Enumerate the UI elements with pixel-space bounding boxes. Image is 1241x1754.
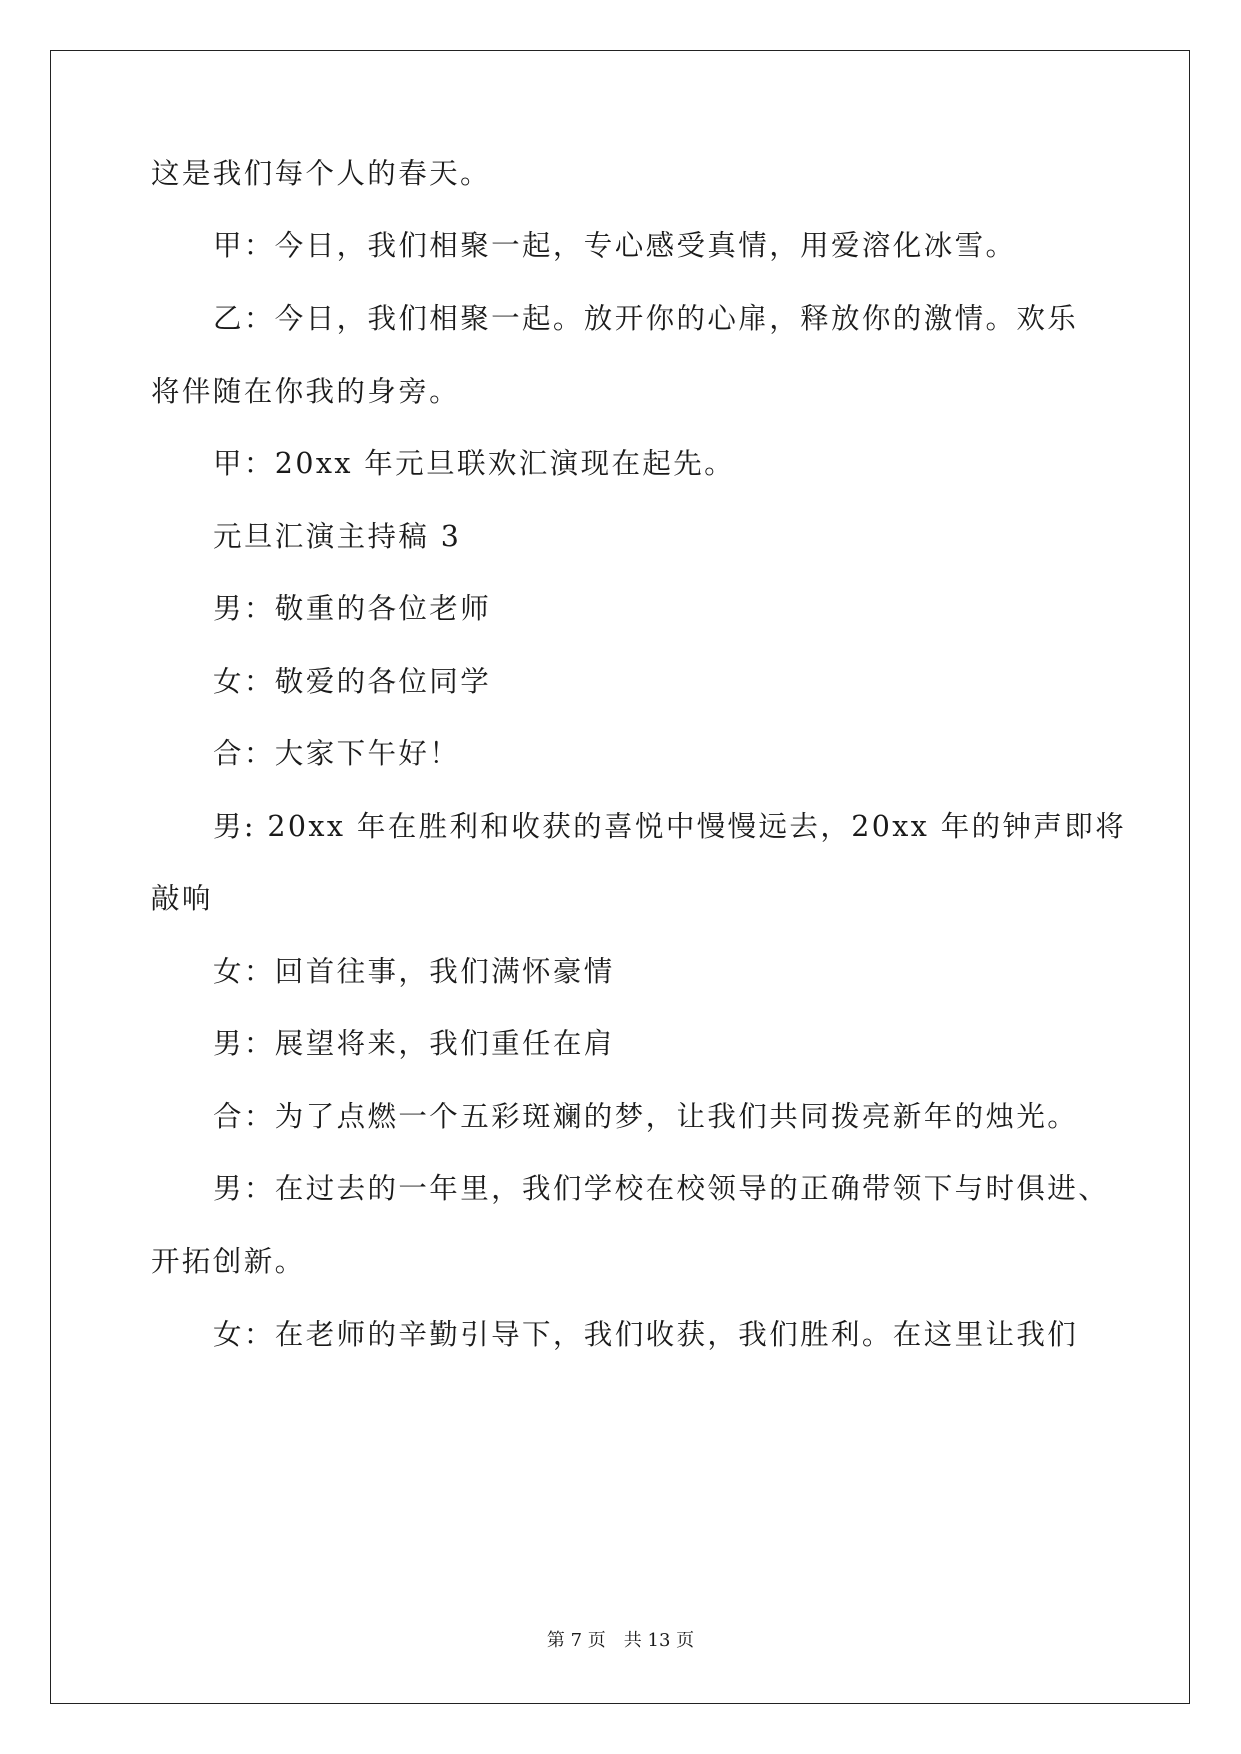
page-border xyxy=(50,50,1190,1704)
paragraph-line: 合：为了点燃一个五彩斑斓的梦，让我们共同拨亮新年的烛光。 xyxy=(213,1100,1079,1133)
paragraph-line: 甲：今日，我们相聚一起，专心感受真情，用爱溶化冰雪。 xyxy=(213,229,1017,262)
paragraph-line: 男：在过去的一年里，我们学校在校领导的正确带领下与时俱进、 xyxy=(213,1172,1110,1205)
paragraph-line: 女：敬爱的各位同学 xyxy=(213,665,492,698)
page-number: 第 7 页 共 13 页 xyxy=(546,1630,695,1651)
paragraph-line: 这是我们每个人的春天。 xyxy=(151,157,491,190)
paragraph-line: 女：回首往事，我们满怀豪情 xyxy=(213,955,615,988)
paragraph-line: 甲：20xx 年元旦联欢汇演现在起先。 xyxy=(213,447,736,480)
paragraph-line: 女：在老师的辛勤引导下，我们收获，我们胜利。在这里让我们 xyxy=(213,1318,1079,1351)
paragraph-line: 将伴随在你我的身旁。 xyxy=(151,375,461,408)
paragraph-line: 合：大家下午好！ xyxy=(213,737,461,770)
paragraph-line: 乙：今日，我们相聚一起。放开你的心扉，释放你的激情。欢乐 xyxy=(213,302,1079,335)
paragraph-line: 敲响 xyxy=(151,882,213,915)
paragraph-line: 开拓创新。 xyxy=(151,1245,306,1278)
paragraph-line: 男：展望将来，我们重任在肩 xyxy=(213,1027,615,1060)
section-heading: 元旦汇演主持稿 3 xyxy=(213,520,462,553)
paragraph-line: 男：敬重的各位老师 xyxy=(213,592,492,625)
paragraph-line: 男: 20xx 年在胜利和收获的喜悦中慢慢远去，20xx 年的钟声即将 xyxy=(213,810,1127,843)
